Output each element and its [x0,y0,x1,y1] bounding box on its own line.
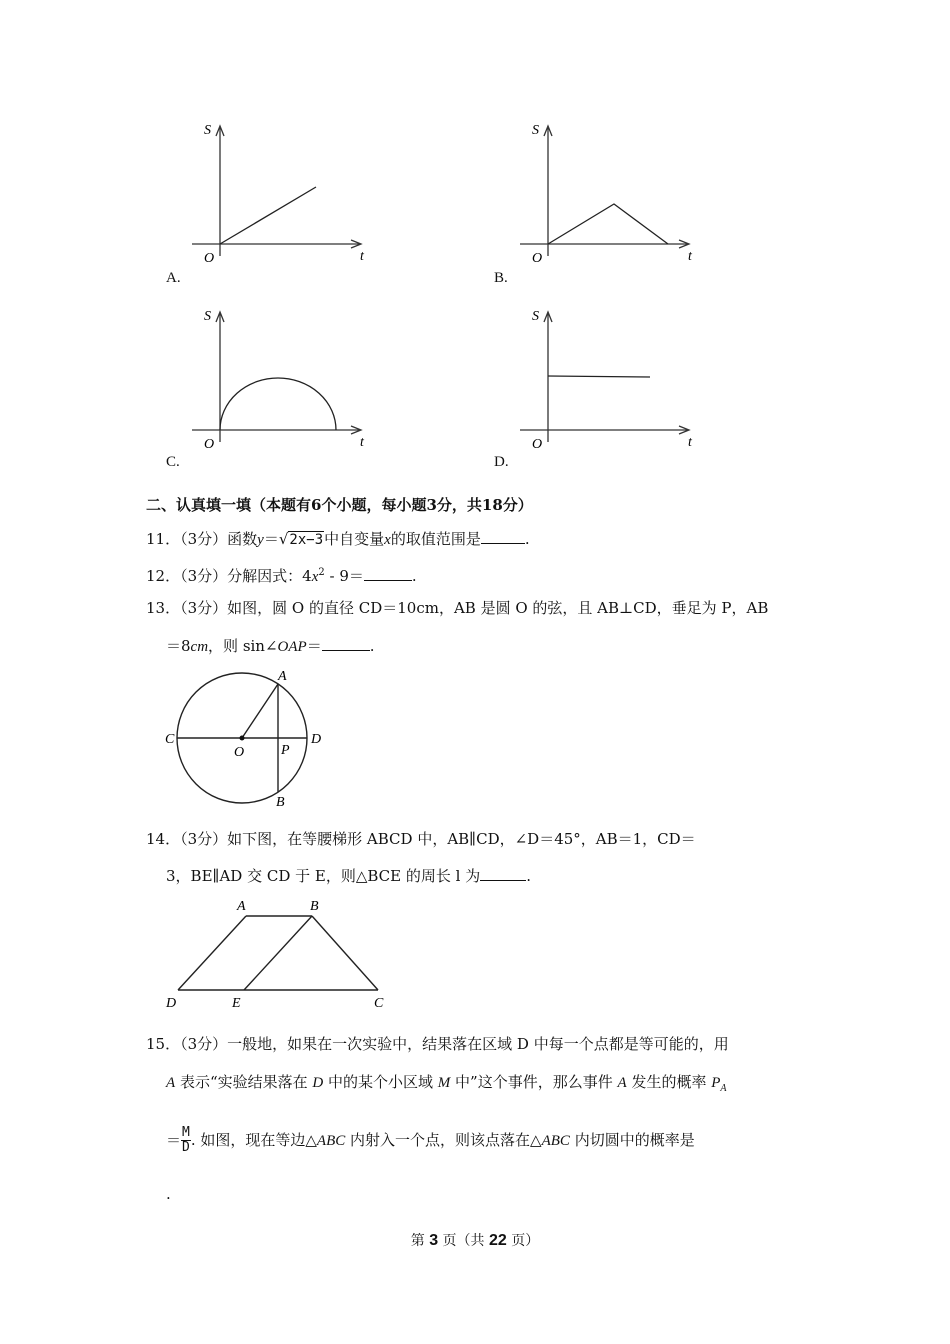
graph-b-s-label: S [532,123,539,138]
q13-label-p: P [281,743,290,758]
q15-text-f3: 内切圆中的概率是 [569,1131,695,1149]
q14-answer-blank [480,866,526,881]
q14-label-c: C [374,996,384,1011]
graph-c-origin: O [204,437,215,452]
q15-var-d: D [312,1075,324,1091]
q13-label-c: C [165,732,175,747]
q13-label-b: B [276,795,285,810]
q13-text-line1: 如图，圆 O 的直径 CD＝10cm，AB 是圆 O 的弦，且 AB⊥CD，垂足为 P，AB [227,599,769,617]
graph-c-s-label: S [204,309,211,324]
q15-score: （3分） [180,1035,228,1053]
question-14-line1 [146,829,696,849]
q13-text-c: ，则 sin∠ [208,637,278,655]
option-d-label: D. [494,454,509,470]
q13-number: 13． [146,599,181,617]
footer-text-b: 页（共 [438,1233,489,1249]
graph-b-line [548,204,668,244]
graph-a-origin: O [204,251,215,266]
q15-text-d3: 内射入一个点，则该点落在△ [345,1131,542,1149]
q15-abc-1: ABC [316,1133,346,1149]
q12-answer-blank [364,566,412,581]
question-13-line1 [146,598,768,618]
graph-a-s-label: S [204,123,211,138]
q15-text-f: 中”这个事件，那么事件 [450,1073,618,1091]
question-15-line3 [166,1126,695,1155]
q14-label-d: D [166,996,177,1011]
q11-var-y: y [257,532,264,548]
q11-score: （3分） [180,530,228,548]
graph-d-line [548,376,650,377]
q11-text-a: 函数 [227,530,258,548]
question-12 [146,563,417,587]
question-14-line2 [166,866,531,886]
graph-b-t-label: t [688,249,692,264]
q12-text-a: 分解因式：4 [227,567,312,585]
q13-score: （3分） [180,599,228,617]
graph-d-t-label: t [688,435,692,450]
q14-text-line1: 如下图，在等腰梯形 ABCD 中，AB∥CD，∠D＝45°，AB＝1，CD＝ [227,830,696,848]
q14-label-e: E [232,996,241,1011]
graph-a-line [220,187,316,244]
question-15-line2 [166,1072,727,1099]
q14-label-b: B [310,899,319,914]
q11-text-b: 中自变量 [324,530,385,548]
graph-d-origin: O [532,437,543,452]
question-13-line2 [166,636,375,657]
graph-c-arc [220,378,336,430]
q13-label-a: A [278,669,287,684]
q15-text-h: 发生的概率 [626,1073,712,1091]
q15-var-m: M [437,1075,451,1091]
q15-var-a2: A [617,1075,627,1091]
q13-label-o: O [234,745,245,760]
section-title: 二、认真填一填（本题有6个小题，每小题3分，共18分） [146,496,533,514]
q15-text-b: 表示“实验结果落在 [175,1073,313,1091]
q11-end: . [524,530,530,548]
graph-d [516,304,706,454]
q11-number: 11． [146,530,181,548]
footer-text-c: 页） [506,1233,540,1249]
q15-abc-2: ABC [541,1133,570,1149]
q12-text-b: - 9＝ [324,567,364,585]
q13-circle-figure [160,664,340,810]
q15-number: 15． [146,1035,181,1053]
q12-end: . [411,567,417,585]
q14-number: 14． [146,830,181,848]
question-11 [146,529,530,550]
q14-trapezoid-figure [160,894,400,1014]
q11-text-c: 的取值范围是 [390,530,481,548]
q11-answer-blank [481,529,525,544]
q12-score: （3分） [180,567,228,585]
q15-subscript-a: A [720,1083,727,1094]
q14-end: . [526,867,531,885]
graph-a-t-label: t [360,249,364,264]
page-footer [0,1230,950,1250]
q15-text-line1: 一般地，如果在一次实验中，结果落在区域 D 中每一个点都是等可能的，用 [227,1035,729,1053]
q12-var-x: x [311,569,319,585]
q13-unit: cm [190,639,209,655]
option-c-label: C. [166,454,180,470]
graph-c-t-label: t [360,435,364,450]
q13-angle: OAP [277,639,307,655]
q13-eq: ＝ [306,637,322,655]
q15-text-d: 中的某个小区域 [323,1073,438,1091]
q13-answer-blank [322,636,370,651]
q13-label-d: D [311,732,322,747]
q15-frac-den: D [182,1140,190,1155]
graph-d-s-label: S [532,309,539,324]
q15-fraction [181,1126,191,1155]
q11-radicand: 2x−3 [289,532,324,548]
q13-text-a: ＝8 [166,637,191,655]
q12-number: 12． [146,567,181,585]
q15-var-p: P [711,1075,721,1091]
graph-b [516,118,706,268]
graph-a [188,118,378,268]
q14-text-b: BE∥AD 交 CD 于 E，则△BCE 的周长 l 为 [190,867,481,885]
q14-score: （3分） [180,830,228,848]
q13-end: . [369,637,375,655]
q14-label-a: A [237,899,246,914]
footer-total-pages: 22 [489,1232,507,1249]
graph-c [188,304,378,454]
q15-eq: ＝ [166,1131,182,1150]
q15-var-a1: A [166,1075,176,1091]
q11-sqrt: √2x−3 [278,530,324,548]
q11-eq: ＝ [263,530,279,548]
q15-frac-num: M [182,1125,190,1140]
footer-page-number: 3 [429,1232,439,1249]
q15-text-b3: . 如图，现在等边△ [190,1131,317,1149]
q11-var-x: x [384,532,391,548]
q12-exponent: 2 [318,567,325,578]
question-15-line4: . [166,1185,171,1203]
question-15-line1 [146,1034,729,1054]
option-b-label: B. [494,270,508,286]
option-a-label: A. [166,270,181,286]
q14-text-a: 3， [166,867,191,885]
footer-text-a: 第 [410,1233,430,1249]
graph-b-origin: O [532,251,543,266]
